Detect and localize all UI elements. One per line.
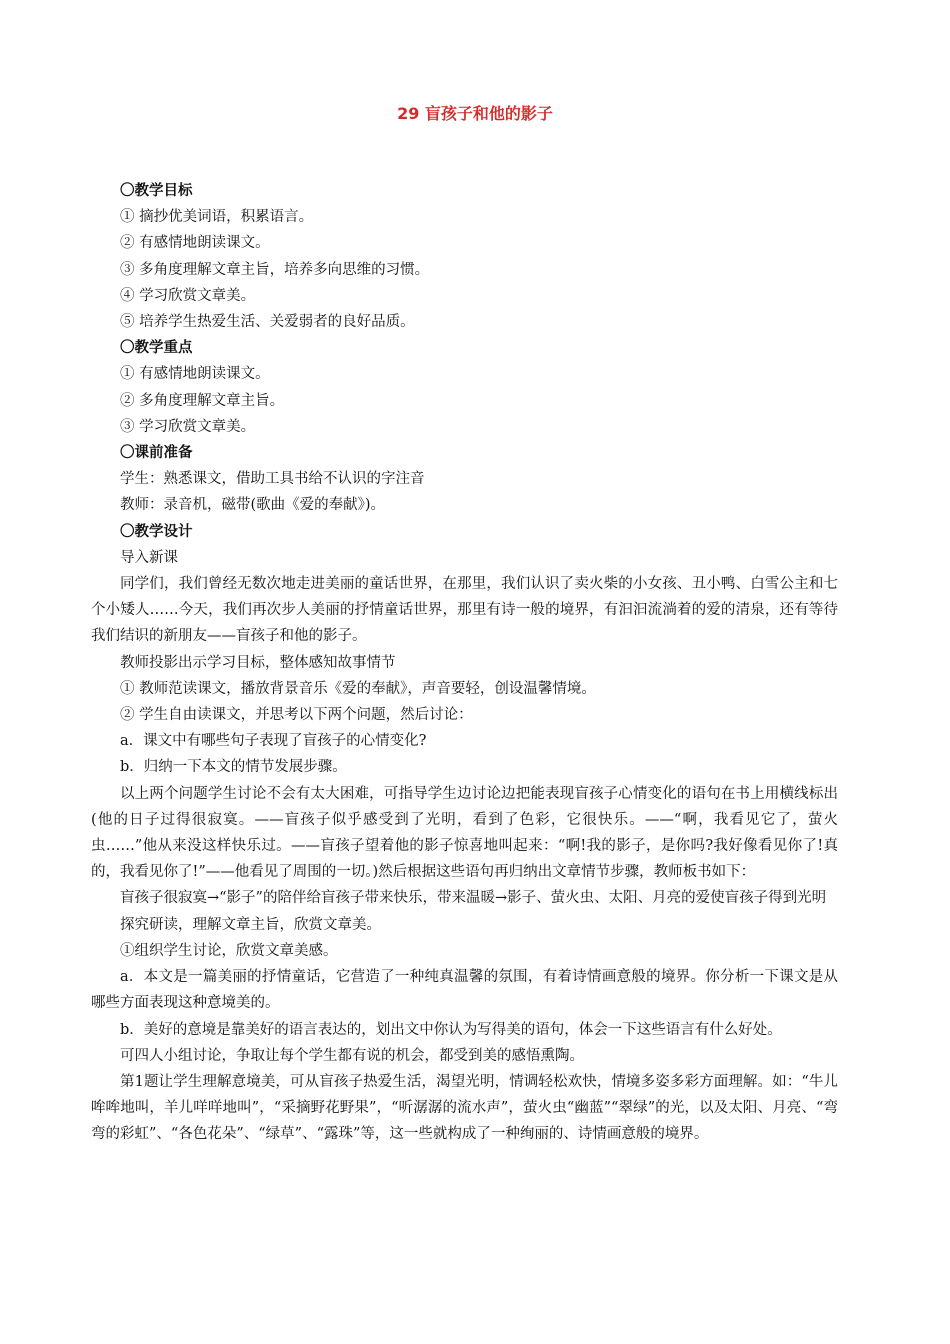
paragraph: b．归纳一下本文的情节发展步骤。 [120, 759, 347, 776]
list-item: ① 有感情地朗读课文。 [120, 366, 270, 383]
section-heading-prep: 〇课前准备 [120, 445, 193, 462]
list-item: ② 多角度理解文章主旨。 [120, 392, 285, 409]
paragraph: ① 教师范读课文，播放背景音乐《爱的奉献》，声音要轻，创设温馨情境。 [120, 680, 596, 697]
list-item: 教师：录音机，磁带(歌曲《爱的奉献》)。 [120, 497, 386, 514]
paragraph: 探究研读，理解文章主旨，欣赏文章美。 [120, 916, 381, 933]
section-heading-design: 〇教学设计 [120, 523, 193, 540]
section-heading-focus: 〇教学重点 [120, 340, 193, 357]
list-item: ① 摘抄优美词语，积累语言。 [120, 209, 314, 226]
list-item: ③ 学习欣赏文章美。 [120, 418, 256, 435]
page-title: 29 盲孩子和他的影子 [397, 104, 553, 123]
list-item: ⑤ 培养学生热爱生活、关爱弱者的良好品质。 [120, 314, 415, 331]
section-heading-goals: 〇教学目标 [120, 183, 193, 199]
paragraph: 以上两个问题学生讨论不会有太大困难，可指导学生边讨论边把能表现盲孩子心情变化的语句在书上用横线标出(他的日子过得很寂寞。——盲孩子似乎感受到了光明，看到了色彩，它很快乐。——“啊，我看见它了，萤火虫……”他从来没这样快乐过。——盲孩子望着他的影子惊喜地叫起来：“啊!我的影子，是你吗?我好像看见你了!真的，我看见你了!”——他看见了周围的一切。)然后根据这些语句再归纳出文章情节步骤，教师板书如下： [91, 785, 838, 881]
list-item: ③ 多角度理解文章主旨，培养多向思维的习惯。 [120, 261, 430, 278]
paragraph: ② 学生自由读课文，并思考以下两个问题，然后讨论： [120, 707, 473, 724]
paragraph: 导入新课 [120, 549, 178, 566]
paragraph: ①组织学生讨论，欣赏文章美感。 [120, 942, 338, 959]
paragraph: a．课文中有哪些句子表现了盲孩子的心情变化? [120, 733, 427, 750]
list-item: ④ 学习欣赏文章美。 [120, 287, 256, 304]
paragraph: a．本文是一篇美丽的抒情童话，它营造了一种纯真温馨的氛围，有着诗情画意般的境界。你分析一下课文是从哪些方面表现这种意境美的。 [91, 969, 838, 1012]
paragraph: 同学们，我们曾经无数次地走进美丽的童话世界，在那里，我们认识了卖火柴的小女孩、丑小鸭、白雪公主和七个小矮人……今天，我们再次步人美丽的抒情童话世界，那里有诗一般的境界，有汩汩流淌着的爱的清泉，还有等待我们结识的新朋友——盲孩子和他的影子。 [91, 576, 838, 645]
paragraph: b．美好的意境是靠美好的语言表达的，划出文中你认为写得美的语句，体会一下这些语言有什么好处。 [120, 1021, 782, 1038]
paragraph: 第1题让学生理解意境美，可从盲孩子热爱生活，渴望光明，情调轻松欢快，情境多姿多彩方面理解。如：“牛儿哞哞地叫，羊儿咩咩地叫”，“采摘野花野果”，“听潺潺的流水声”，萤火虫“幽蓝”“翠绿”的光，以及太阳、月亮、“弯弯的彩虹”、“各色花朵”、“绿草”、“露珠”等，这一些就构成了一种绚丽的、诗情画意般的境界。 [91, 1073, 838, 1143]
paragraph: 可四人小组讨论，争取让每个学生都有说的机会，都受到美的感悟熏陶。 [120, 1047, 584, 1064]
paragraph: 教师投影出示学习目标，整体感知故事情节 [120, 654, 396, 671]
list-item: 学生：熟悉课文，借助工具书给不认识的字注音 [120, 471, 425, 488]
document-body [91, 178, 838, 1148]
paragraph: 盲孩子很寂寞→“影子”的陪伴给盲孩子带来快乐，带来温暖→影子、萤火虫、太阳、月亮的爱使盲孩子得到光明 [120, 890, 827, 907]
list-item: ② 有感情地朗读课文。 [120, 235, 270, 252]
